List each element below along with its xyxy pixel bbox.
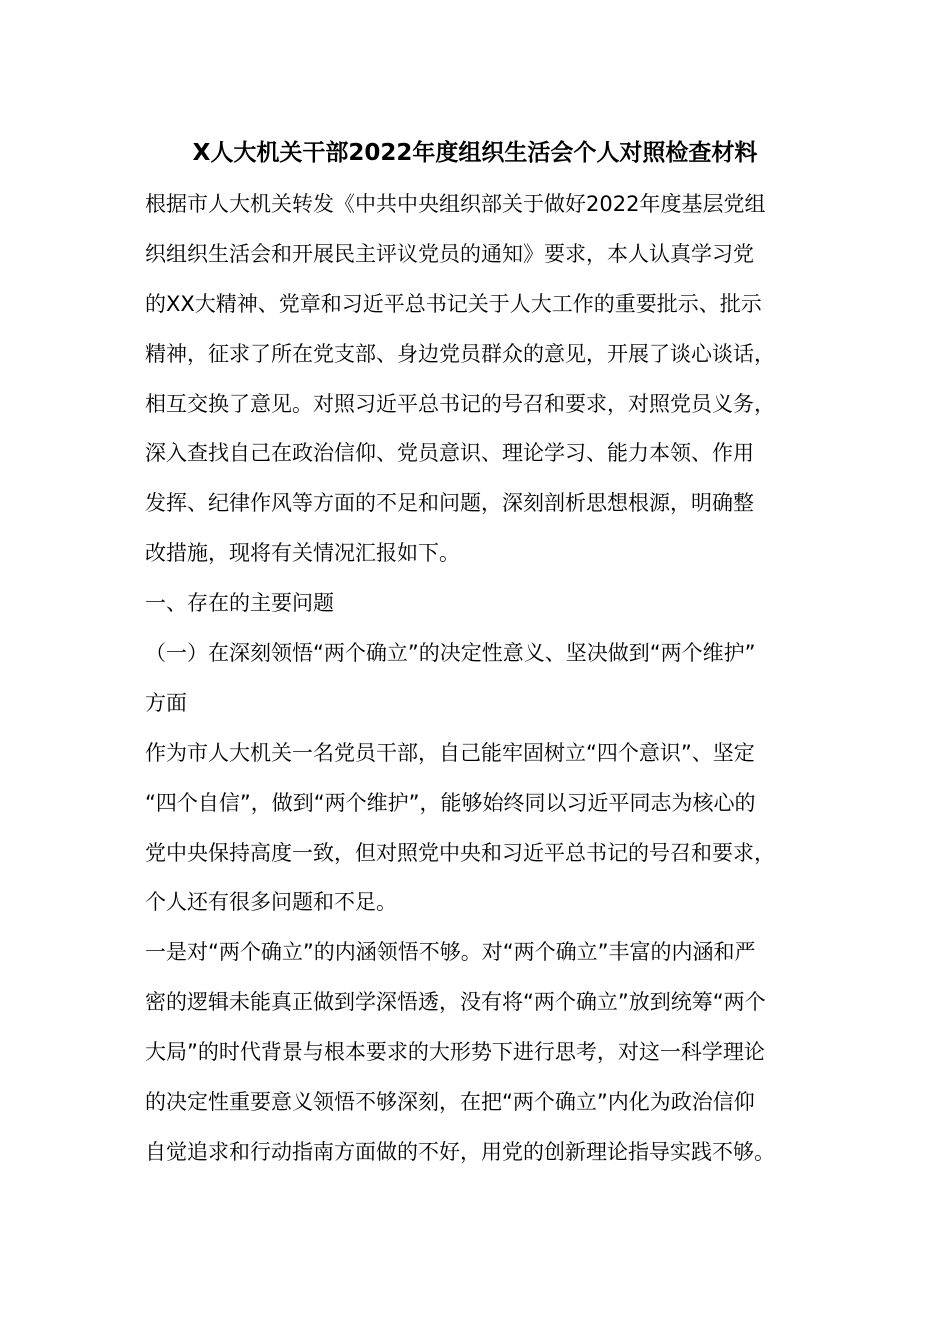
text-line: 的决定性重要意义领悟不够深刻，在把“两个确立”内化为政治信仰 xyxy=(145,1090,755,1115)
text-line: 党中央保持高度一致，但对照党中央和习近平总书记的号召和要求， xyxy=(145,840,775,865)
text-line: 大局”的时代背景与根本要求的大形势下进行思考，对这一科学理论 xyxy=(145,1040,765,1065)
text-line: 自觉追求和行动指南方面做的不好，用党的创新理论指导实践不够。 xyxy=(145,1139,775,1164)
document-title: X人大机关干部2022年度组织生活会个人对照检查材料 xyxy=(192,140,758,166)
text-line: 发挥、纪律作风等方面的不足和问题，深刻剖析思想根源，明确整 xyxy=(145,491,754,516)
text-line: 深入查找自己在政治信仰、党员意识、理论学习、能力本领、作用 xyxy=(145,441,754,466)
section-heading: 一、存在的主要问题 xyxy=(145,591,334,616)
subsection-heading: （一）在深刻领悟“两个确立”的决定性意义、坚决做到“两个维护” xyxy=(145,641,756,666)
text-line: 相互交换了意见。对照习近平总书记的号召和要求，对照党员义务， xyxy=(145,391,775,416)
text-line: 的XX大精神、党章和习近平总书记关于人大工作的重要批示、批示 xyxy=(145,291,762,316)
text-line: 密的逻辑未能真正做到学深悟透，没有将“两个确立”放到统筹“两个 xyxy=(145,990,766,1015)
text-line: 精神，征求了所在党支部、身边党员群众的意见，开展了谈心谈话， xyxy=(145,341,775,366)
text-line: “四个自信”，做到“两个维护”，能够始终同以习近平同志为核心的 xyxy=(145,790,756,815)
subsection-heading-cont: 方面 xyxy=(145,690,187,715)
text-line: 织组织生活会和开展民主评议党员的通知》要求，本人认真学习党 xyxy=(145,241,754,266)
text-line: 根据市人大机关转发《中共中央组织部关于做好2022年度基层党组 xyxy=(145,192,766,216)
text-line: 一是对“两个确立”的内涵领悟不够。对“两个确立”丰富的内涵和严 xyxy=(145,940,756,965)
document-body xyxy=(145,180,845,1178)
text-line: 改措施，现将有关情况汇报如下。 xyxy=(145,541,460,566)
text-line: 作为市人大机关一名党员干部，自己能牢固树立“四个意识”、坚定 xyxy=(145,740,755,765)
text-line: 个人还有很多问题和不足。 xyxy=(145,890,397,915)
